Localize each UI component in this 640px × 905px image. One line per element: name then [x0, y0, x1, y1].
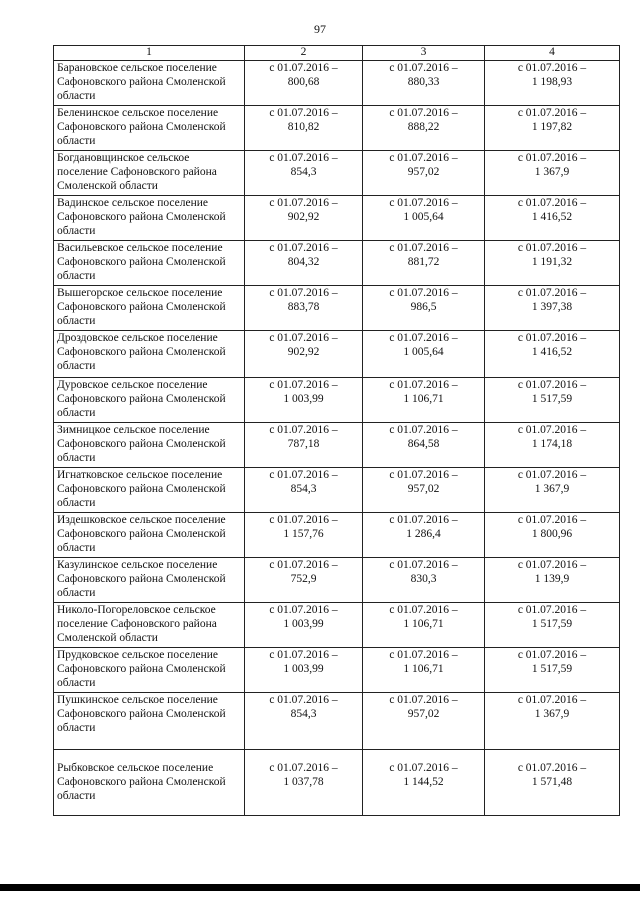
tariff-value: 1 003,99 [283, 393, 324, 405]
tariff-value: 1 517,59 [531, 393, 573, 405]
table-row [54, 241, 620, 286]
tariff-cell [363, 423, 485, 468]
settlement-name: Вадинское сельское поселение Сафоновского района Смоленской области [54, 196, 245, 241]
tariff-cell [485, 603, 620, 648]
tariff-date: с 01.07.2016 – [517, 62, 587, 74]
tariff-value: 1 106,71 [403, 663, 444, 675]
table-row [54, 693, 620, 750]
tariff-cell [485, 513, 620, 558]
tariff-date: с 01.07.2016 – [269, 694, 338, 706]
tariff-value: 854,3 [290, 483, 317, 495]
settlement-name: Пушкинское сельское поселение Сафоновского района Смоленской области [54, 693, 245, 750]
tariff-value: 854,3 [290, 708, 317, 720]
tariff-value: 883,78 [287, 301, 320, 313]
tariff-date: с 01.07.2016 – [389, 649, 458, 661]
tariff-value: 1 191,32 [531, 256, 573, 268]
tariff-cell [363, 468, 485, 513]
tariff-value: 1 003,99 [283, 618, 324, 630]
table-row [54, 468, 620, 513]
tariff-cell [485, 693, 620, 750]
tariff-value: 1 416,52 [531, 211, 573, 223]
tariff-date: с 01.07.2016 – [269, 514, 338, 526]
tariff-value: 1 197,82 [531, 121, 573, 133]
tariff-value: 1 800,96 [531, 528, 573, 540]
tariff-value: 957,02 [407, 708, 440, 720]
settlement-name: Игнатковское сельское поселение Сафоновского района Смоленской области [54, 468, 245, 513]
settlement-name: Дроздовское сельское поселение Сафоновского района Смоленской области [54, 331, 245, 378]
tariff-cell [363, 106, 485, 151]
tariff-value: 752,9 [290, 573, 317, 585]
tariff-cell [485, 151, 620, 196]
tariff-date: с 01.07.2016 – [517, 197, 587, 209]
tariff-value: 800,68 [287, 76, 320, 88]
tariff-date: с 01.07.2016 – [517, 424, 587, 436]
table-row [54, 286, 620, 331]
table-row [54, 151, 620, 196]
tariff-value: 1 198,93 [531, 76, 573, 88]
tariff-date: с 01.07.2016 – [269, 107, 338, 119]
header-row [54, 46, 620, 61]
tariff-cell [245, 106, 363, 151]
page-number: 97 [314, 22, 326, 36]
tariff-date: с 01.07.2016 – [389, 694, 458, 706]
tariff-value: 1 037,78 [283, 776, 324, 788]
tariff-date: с 01.07.2016 – [517, 514, 587, 526]
tariff-value: 810,82 [287, 121, 320, 133]
tariff-cell [363, 603, 485, 648]
tariff-date: с 01.07.2016 – [389, 604, 458, 616]
tariff-date: с 01.07.2016 – [517, 107, 587, 119]
tariff-cell [485, 648, 620, 693]
tariff-cell [245, 151, 363, 196]
tariff-value: 1 139,9 [534, 573, 570, 585]
tariff-cell [245, 378, 363, 423]
tariff-value: 1 144,52 [403, 776, 444, 788]
tariff-value: 1 005,64 [403, 211, 444, 223]
tariff-cell [245, 196, 363, 241]
settlement-name: Дуровское сельское поселение Сафоновского района Смоленской области [54, 378, 245, 423]
tariff-value: 1 003,99 [283, 663, 324, 675]
tariff-cell [363, 378, 485, 423]
tariff-cell [485, 61, 620, 106]
tariff-date: с 01.07.2016 – [389, 332, 458, 344]
tariff-cell [485, 468, 620, 513]
tariff-cell [363, 558, 485, 603]
tariff-table [53, 45, 620, 816]
table-row [54, 61, 620, 106]
tariff-value: 787,18 [287, 438, 320, 450]
tariff-value: 1 367,9 [534, 483, 570, 495]
tariff-value: 1 157,76 [283, 528, 324, 540]
tariff-date: с 01.07.2016 – [269, 242, 338, 254]
tariff-date: с 01.07.2016 – [517, 469, 587, 481]
tariff-date: с 01.07.2016 – [389, 152, 458, 164]
tariff-date: с 01.07.2016 – [517, 379, 587, 391]
tariff-date: с 01.07.2016 – [517, 152, 587, 164]
tariff-value: 1 397,38 [531, 301, 573, 313]
settlement-name: Прудковское сельское поселение Сафоновского района Смоленской области [54, 648, 245, 693]
tariff-date: с 01.07.2016 – [517, 242, 587, 254]
settlement-name: Зимницкое сельское поселение Сафоновского района Смоленской области [54, 423, 245, 468]
tariff-date: с 01.07.2016 – [389, 107, 458, 119]
tariff-value: 1 286,4 [406, 528, 441, 540]
tariff-value: 1 174,18 [531, 438, 573, 450]
tariff-cell [363, 286, 485, 331]
tariff-cell [363, 513, 485, 558]
tariff-value: 1 106,71 [403, 618, 444, 630]
tariff-date: с 01.07.2016 – [517, 604, 587, 616]
settlement-name: Рыбковское сельское поселение Сафоновского района Смоленской области [54, 750, 245, 816]
tariff-cell [245, 241, 363, 286]
tariff-value: 881,72 [407, 256, 440, 268]
tariff-cell [245, 603, 363, 648]
tariff-value: 1 571,48 [531, 776, 573, 788]
tariff-value: 902,92 [287, 211, 320, 223]
tariff-cell [363, 331, 485, 378]
column-header: 3 [363, 46, 485, 61]
tariff-cell [245, 286, 363, 331]
tariff-cell [485, 241, 620, 286]
tariff-date: с 01.07.2016 – [517, 762, 587, 774]
tariff-date: с 01.07.2016 – [269, 559, 338, 571]
tariff-value: 1 517,59 [531, 618, 573, 630]
tariff-cell [485, 196, 620, 241]
tariff-date: с 01.07.2016 – [269, 287, 338, 299]
tariff-cell [485, 750, 620, 816]
settlement-name: Николо-Погореловское сельское поселение Сафоновского района Смоленской области [54, 603, 245, 648]
tariff-value: 1 367,9 [534, 166, 570, 178]
tariff-value: 854,3 [290, 166, 317, 178]
tariff-date: с 01.07.2016 – [389, 62, 458, 74]
tariff-date: с 01.07.2016 – [517, 694, 587, 706]
table-row [54, 196, 620, 241]
tariff-cell [485, 423, 620, 468]
tariff-value: 880,33 [407, 76, 440, 88]
tariff-date: с 01.07.2016 – [269, 762, 338, 774]
tariff-value: 986,5 [410, 301, 437, 313]
tariff-date: с 01.07.2016 – [389, 469, 458, 481]
tariff-cell [485, 331, 620, 378]
tariff-date: с 01.07.2016 – [269, 62, 338, 74]
table-row [54, 603, 620, 648]
tariff-cell [485, 558, 620, 603]
table-row [54, 106, 620, 151]
tariff-date: с 01.07.2016 – [389, 287, 458, 299]
tariff-cell [245, 513, 363, 558]
tariff-date: с 01.07.2016 – [269, 197, 338, 209]
column-header: 4 [485, 46, 620, 61]
tariff-date: с 01.07.2016 – [269, 379, 338, 391]
table-row [54, 750, 620, 816]
table-row [54, 513, 620, 558]
tariff-date: с 01.07.2016 – [389, 197, 458, 209]
settlement-name: Вышегорское сельское поселение Сафоновского района Смоленской области [54, 286, 245, 331]
tariff-date: с 01.07.2016 – [517, 287, 587, 299]
tariff-date: с 01.07.2016 – [389, 762, 458, 774]
tariff-date: с 01.07.2016 – [269, 604, 338, 616]
table-row [54, 423, 620, 468]
tariff-date: с 01.07.2016 – [389, 559, 458, 571]
tariff-value: 1 106,71 [403, 393, 444, 405]
tariff-cell [485, 106, 620, 151]
tariff-cell [245, 648, 363, 693]
tariff-value: 902,92 [287, 346, 320, 358]
table-body [54, 61, 620, 816]
tariff-date: с 01.07.2016 – [517, 559, 587, 571]
tariff-date: с 01.07.2016 – [389, 514, 458, 526]
table-row [54, 558, 620, 603]
tariff-date: с 01.07.2016 – [517, 332, 587, 344]
tariff-date: с 01.07.2016 – [389, 424, 458, 436]
settlement-name: Казулинское сельское поселение Сафоновского района Смоленской области [54, 558, 245, 603]
column-header: 1 [54, 46, 245, 61]
tariff-value: 1 005,64 [403, 346, 444, 358]
tariff-cell [363, 241, 485, 286]
tariff-cell [485, 286, 620, 331]
tariff-value: 804,32 [287, 256, 320, 268]
tariff-date: с 01.07.2016 – [269, 469, 338, 481]
settlement-name: Богдановщинское сельское поселение Сафоновского района Смоленской области [54, 151, 245, 196]
tariff-value: 830,3 [410, 573, 437, 585]
tariff-date: с 01.07.2016 – [269, 332, 338, 344]
table-row [54, 648, 620, 693]
tariff-cell [245, 423, 363, 468]
tariff-value: 957,02 [407, 166, 440, 178]
tariff-date: с 01.07.2016 – [389, 242, 458, 254]
tariff-cell [363, 196, 485, 241]
tariff-value: 1 517,59 [531, 663, 573, 675]
tariff-cell [363, 750, 485, 816]
tariff-cell [245, 693, 363, 750]
table-row [54, 378, 620, 423]
tariff-date: с 01.07.2016 – [389, 379, 458, 391]
tariff-date: с 01.07.2016 – [269, 424, 338, 436]
tariff-cell [363, 61, 485, 106]
tariff-value: 864,58 [407, 438, 440, 450]
tariff-cell [245, 468, 363, 513]
tariff-cell [363, 693, 485, 750]
tariff-value: 888,22 [407, 121, 440, 133]
tariff-value: 957,02 [407, 483, 440, 495]
settlement-name: Беленинское сельское поселение Сафоновского района Смоленской области [54, 106, 245, 151]
tariff-cell [363, 151, 485, 196]
column-header: 2 [245, 46, 363, 61]
tariff-cell [245, 331, 363, 378]
tariff-cell [485, 378, 620, 423]
settlement-name: Васильевское сельское поселение Сафоновского района Смоленской области [54, 241, 245, 286]
tariff-date: с 01.07.2016 – [517, 649, 587, 661]
tariff-date: с 01.07.2016 – [269, 152, 338, 164]
settlement-name: Издешковское сельское поселение Сафоновского района Смоленской области [54, 513, 245, 558]
tariff-value: 1 416,52 [531, 346, 573, 358]
tariff-cell [245, 61, 363, 106]
tariff-cell [245, 558, 363, 603]
bottom-rule [0, 884, 640, 891]
table-row [54, 331, 620, 378]
tariff-cell [245, 750, 363, 816]
tariff-date: с 01.07.2016 – [269, 649, 338, 661]
tariff-value: 1 367,9 [534, 708, 570, 720]
tariff-cell [363, 648, 485, 693]
settlement-name: Барановское сельское поселение Сафоновского района Смоленской области [54, 61, 245, 106]
